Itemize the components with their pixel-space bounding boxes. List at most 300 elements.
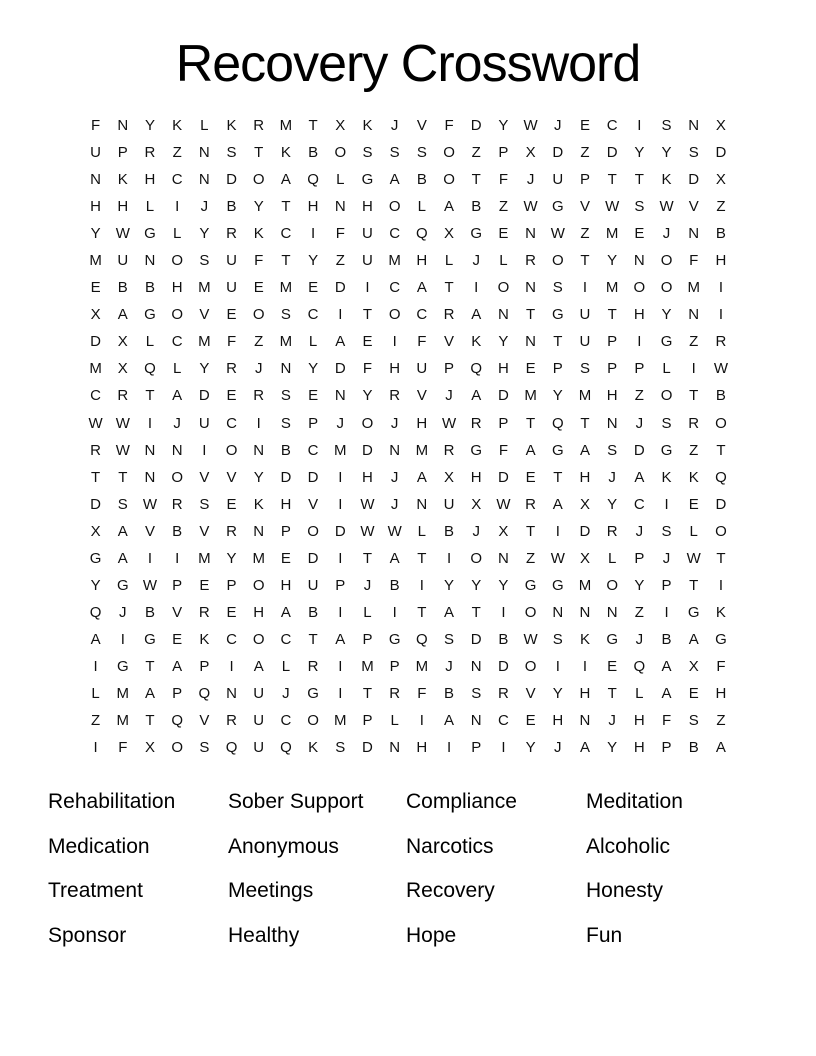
grid-cell: R	[443, 306, 455, 324]
grid-cell: I	[338, 306, 343, 324]
word-list-column	[406, 780, 586, 958]
word-item: Sober Support	[228, 790, 364, 814]
grid-cell: X	[444, 225, 455, 243]
grid-cell: G	[660, 441, 673, 459]
grid-cell: T	[145, 712, 155, 730]
grid-cell: C	[307, 306, 319, 324]
grid-cell: G	[388, 630, 401, 648]
grid-cell: I	[446, 739, 452, 757]
grid-cell: U	[253, 685, 265, 702]
grid-cell: M	[89, 252, 102, 270]
grid-cell: E	[226, 495, 237, 513]
grid-cell: H	[117, 198, 129, 216]
grid-cell: R	[90, 441, 102, 459]
grid-cell: T	[308, 630, 318, 648]
grid-cell: T	[444, 279, 454, 297]
grid-cell: F	[498, 441, 508, 459]
grid-cell: Y	[607, 739, 618, 757]
word-list	[48, 780, 756, 958]
grid-cell: I	[338, 468, 343, 486]
grid-cell: F	[444, 117, 454, 135]
grid-cell: A	[172, 387, 183, 405]
grid-cell: D	[307, 549, 319, 567]
grid-cell: D	[307, 468, 319, 486]
grid-cell: P	[498, 144, 509, 162]
grid-cell: H	[416, 252, 428, 270]
grid-cell: K	[226, 117, 237, 135]
grid-cell: Y	[199, 360, 210, 378]
grid-cell: L	[145, 333, 155, 351]
grid-cell: K	[199, 630, 210, 648]
grid-cell: H	[579, 685, 591, 702]
grid-cell: Q	[307, 171, 319, 189]
grid-cell: K	[688, 468, 699, 486]
grid-cell: T	[362, 685, 373, 702]
grid-cell: H	[389, 360, 401, 378]
grid-cell: I	[501, 603, 506, 621]
grid-cell: C	[171, 171, 183, 189]
grid-cell: T	[417, 549, 427, 567]
grid-cell: Y	[498, 333, 509, 351]
grid-cell: V	[144, 522, 155, 540]
grid-cell: J	[662, 549, 671, 567]
grid-cell: A	[688, 630, 699, 648]
grid-cell: J	[608, 712, 616, 730]
grid-cell: A	[661, 685, 672, 702]
grid-cell: J	[472, 522, 480, 540]
grid-cell: A	[117, 522, 128, 540]
grid-cell: G	[89, 549, 102, 567]
grid-cell: Y	[253, 198, 264, 216]
grid-cell: U	[362, 252, 373, 270]
grid-cell: J	[200, 198, 209, 216]
grid-cell: S	[335, 739, 346, 757]
grid-cell: N	[144, 252, 156, 270]
grid-cell: T	[607, 685, 617, 702]
grid-cell: F	[417, 333, 427, 351]
grid-cell: L	[91, 685, 100, 702]
grid-cell: Y	[90, 225, 101, 243]
word-item: Fun	[586, 923, 623, 947]
grid-cell: B	[444, 685, 455, 702]
grid-cell: A	[280, 603, 291, 621]
grid-cell: R	[198, 603, 210, 621]
grid-cell: C	[280, 630, 292, 648]
grid-cell: P	[226, 576, 237, 594]
grid-cell: I	[338, 495, 343, 513]
grid-cell: Q	[470, 360, 483, 378]
grid-cell: I	[718, 279, 723, 297]
grid-cell: X	[444, 468, 455, 486]
grid-cell: G	[687, 603, 700, 621]
grid-cell: Q	[633, 657, 646, 675]
grid-cell: G	[307, 685, 319, 702]
grid-cell: W	[360, 522, 375, 540]
grid-cell: T	[91, 468, 101, 486]
grid-cell: P	[362, 630, 373, 648]
grid-cell: C	[307, 441, 319, 459]
grid-cell: P	[607, 360, 618, 378]
grid-cell: T	[553, 333, 563, 351]
grid-cell: S	[389, 144, 400, 162]
grid-cell: P	[634, 360, 645, 378]
grid-cell: W	[523, 117, 538, 135]
grid-cell: I	[637, 117, 642, 135]
grid-cell: T	[716, 549, 726, 567]
grid-cell: D	[606, 144, 618, 162]
grid-cell: E	[226, 387, 237, 405]
grid-cell: Y	[607, 252, 618, 270]
grid-cell: Z	[526, 549, 536, 567]
grid-cell: N	[606, 414, 618, 432]
grid-cell: N	[470, 657, 482, 675]
grid-cell: U	[579, 333, 591, 351]
grid-cell: Q	[416, 630, 428, 648]
grid-cell: M	[279, 279, 293, 297]
grid-cell: D	[198, 387, 210, 405]
grid-cell: L	[200, 117, 209, 135]
grid-cell: S	[552, 630, 563, 648]
grid-cell: B	[498, 630, 509, 648]
grid-cell: G	[551, 198, 564, 216]
grid-cell: R	[226, 712, 237, 730]
grid-cell: H	[171, 279, 183, 297]
grid-cell: H	[416, 739, 428, 757]
word-list-column	[228, 780, 406, 958]
grid-cell: R	[688, 414, 700, 432]
grid-cell: R	[606, 522, 618, 540]
grid-cell: K	[661, 171, 672, 189]
grid-cell: R	[171, 495, 183, 513]
word-item: Compliance	[406, 790, 517, 814]
grid-cell: X	[579, 495, 590, 513]
grid-cell: T	[362, 549, 373, 567]
grid-cell: B	[308, 144, 319, 162]
grid-cell: Z	[335, 252, 345, 270]
grid-cell: E	[90, 279, 101, 297]
grid-cell: G	[116, 576, 129, 594]
grid-cell: H	[633, 306, 645, 324]
grid-cell: I	[637, 333, 642, 351]
grid-cell: E	[172, 630, 183, 648]
grid-cell: S	[634, 198, 645, 216]
grid-cell: O	[361, 414, 374, 432]
grid-cell: M	[415, 657, 429, 675]
grid-cell: E	[688, 495, 699, 513]
grid-cell: I	[419, 712, 424, 730]
grid-cell: T	[254, 144, 264, 162]
grid-cell: F	[661, 712, 672, 730]
grid-cell: F	[335, 225, 345, 243]
grid-cell: L	[662, 360, 671, 378]
grid-cell: N	[117, 117, 129, 135]
grid-cell: N	[171, 441, 183, 459]
grid-cell: K	[579, 630, 590, 648]
grid-cell: A	[634, 468, 645, 486]
grid-cell: I	[365, 279, 370, 297]
grid-cell: A	[444, 603, 455, 621]
grid-cell: Q	[144, 360, 156, 378]
grid-cell: N	[525, 279, 537, 297]
grid-cell: A	[144, 685, 155, 702]
grid-cell: I	[392, 603, 397, 621]
grid-cell: J	[635, 630, 644, 648]
grid-cell: Y	[498, 576, 509, 594]
grid-cell: B	[117, 279, 128, 297]
grid-cell: E	[199, 576, 210, 594]
grid-cell: G	[551, 576, 564, 594]
grid-cell: Y	[661, 144, 672, 162]
grid-cell: N	[198, 144, 210, 162]
grid-cell: W	[115, 441, 130, 459]
grid-cell: Z	[91, 712, 101, 730]
grid-cell: E	[226, 306, 237, 324]
grid-cell: A	[444, 712, 455, 730]
grid-cell: C	[226, 414, 237, 432]
word-item: Narcotics	[406, 834, 494, 858]
grid-cell: N	[334, 198, 346, 216]
grid-cell: D	[579, 522, 591, 540]
word-item: Treatment	[48, 879, 143, 903]
grid-cell: S	[280, 414, 291, 432]
grid-cell: M	[279, 333, 293, 351]
grid-cell: I	[256, 414, 261, 432]
grid-cell: S	[280, 387, 291, 405]
grid-cell: D	[688, 171, 700, 189]
grid-cell: K	[280, 144, 291, 162]
grid-cell: K	[715, 603, 726, 621]
grid-cell: N	[253, 522, 265, 540]
grid-cell: J	[390, 117, 399, 135]
grid-cell: W	[88, 414, 103, 432]
grid-cell: V	[688, 198, 699, 216]
grid-cell: L	[444, 252, 454, 270]
grid-cell: J	[635, 414, 644, 432]
grid-cell: Q	[551, 414, 564, 432]
page-title: Recovery Crossword	[175, 35, 641, 93]
grid-cell: M	[198, 279, 211, 297]
grid-cell: Z	[689, 333, 699, 351]
grid-cell: L	[172, 360, 182, 378]
grid-cell: N	[633, 252, 645, 270]
word-item: Healthy	[228, 923, 300, 947]
grid-cell: D	[362, 441, 373, 459]
grid-cell: H	[416, 414, 428, 432]
grid-cell: P	[471, 739, 482, 757]
grid-cell: H	[606, 387, 618, 405]
grid-cell: S	[688, 712, 699, 730]
grid-cell: J	[390, 495, 399, 513]
grid-cell: M	[361, 657, 374, 675]
grid-cell: H	[253, 603, 265, 621]
grid-cell: G	[660, 333, 673, 351]
grid-cell: P	[172, 685, 183, 702]
grid-cell: R	[525, 252, 537, 270]
grid-cell: P	[199, 657, 210, 675]
grid-cell: J	[608, 468, 616, 486]
grid-cell: W	[441, 414, 457, 432]
word-item: Meetings	[228, 879, 314, 903]
grid-cell: S	[117, 495, 128, 513]
grid-cell: G	[715, 630, 727, 648]
grid-cell: G	[524, 576, 537, 594]
grid-cell: C	[280, 712, 292, 730]
grid-cell: R	[497, 685, 509, 702]
word-item: Honesty	[586, 879, 664, 903]
grid-cell: J	[363, 576, 372, 594]
grid-cell: I	[202, 441, 207, 459]
grid-cell: U	[253, 739, 265, 757]
grid-cell: O	[633, 279, 646, 297]
grid-cell: V	[308, 495, 319, 513]
grid-cell: I	[338, 549, 343, 567]
grid-cell: Q	[715, 468, 727, 486]
grid-cell: M	[198, 333, 211, 351]
grid-cell: Y	[444, 576, 455, 594]
grid-cell: M	[116, 712, 130, 730]
grid-cell: P	[661, 739, 672, 757]
grid-cell: X	[525, 144, 536, 162]
grid-cell: O	[171, 306, 183, 324]
grid-cell: O	[551, 252, 564, 270]
grid-cell: H	[633, 712, 645, 730]
grid-cell: P	[335, 576, 346, 594]
grid-cell: U	[226, 279, 237, 297]
grid-cell: N	[579, 712, 591, 730]
grid-cell: M	[605, 225, 619, 243]
grid-cell: E	[308, 387, 319, 405]
grid-cell: Q	[280, 739, 292, 757]
grid-cell: O	[443, 171, 455, 189]
grid-cell: S	[362, 144, 373, 162]
grid-cell: E	[525, 468, 536, 486]
grid-cell: P	[280, 522, 291, 540]
grid-cell: C	[90, 387, 102, 405]
grid-cell: A	[552, 495, 563, 513]
grid-cell: I	[229, 657, 234, 675]
grid-cell: L	[172, 225, 182, 243]
grid-cell: Y	[308, 252, 319, 270]
grid-cell: W	[360, 495, 375, 513]
grid-cell: K	[172, 117, 183, 135]
grid-cell: R	[470, 414, 482, 432]
grid-cell: C	[633, 495, 645, 513]
grid-cell: D	[226, 171, 237, 189]
grid-cell: S	[199, 739, 210, 757]
grid-cell: P	[498, 414, 509, 432]
grid-cell: S	[688, 144, 699, 162]
grid-cell: I	[175, 549, 180, 567]
grid-cell: Z	[634, 603, 644, 621]
grid-cell: N	[688, 117, 700, 135]
grid-cell: F	[689, 252, 699, 270]
grid-cell: P	[172, 576, 183, 594]
grid-cell: L	[308, 333, 318, 351]
grid-cell: V	[172, 603, 183, 621]
grid-cell: J	[390, 414, 399, 432]
grid-cell: P	[607, 333, 618, 351]
grid-cell: R	[253, 387, 265, 405]
grid-cell: U	[307, 576, 319, 594]
grid-cell: L	[390, 712, 399, 730]
grid-cell: S	[607, 441, 618, 459]
grid-cell: L	[417, 522, 427, 540]
letter-grid	[82, 112, 735, 761]
grid-cell: W	[496, 495, 511, 513]
grid-cell: W	[142, 576, 158, 594]
grid-cell: I	[338, 603, 343, 621]
grid-cell: S	[444, 630, 455, 648]
grid-cell: N	[497, 549, 509, 567]
grid-cell: B	[715, 225, 726, 243]
grid-cell: P	[661, 576, 672, 594]
grid-cell: Z	[471, 144, 481, 162]
grid-cell: Y	[634, 144, 645, 162]
grid-cell: U	[253, 712, 265, 730]
grid-cell: N	[525, 333, 537, 351]
grid-cell: S	[579, 360, 590, 378]
word-item: Rehabilitation	[48, 790, 176, 814]
grid-cell: E	[253, 279, 264, 297]
grid-cell: Y	[552, 685, 563, 702]
grid-cell: T	[553, 468, 563, 486]
grid-cell: X	[144, 739, 155, 757]
word-item: Alcoholic	[586, 834, 671, 858]
grid-cell: M	[687, 279, 700, 297]
grid-cell: E	[525, 360, 536, 378]
grid-cell: E	[607, 657, 618, 675]
grid-cell: D	[334, 360, 346, 378]
grid-cell: H	[307, 198, 319, 216]
grid-cell: D	[470, 630, 482, 648]
grid-cell: L	[363, 603, 372, 621]
grid-cell: O	[715, 414, 727, 432]
grid-cell: U	[552, 171, 564, 189]
grid-cell: M	[334, 712, 347, 730]
grid-cell: B	[144, 279, 155, 297]
grid-cell: N	[497, 306, 509, 324]
grid-cell: Z	[580, 144, 590, 162]
grid-cell: S	[552, 279, 563, 297]
grid-cell: X	[579, 549, 590, 567]
grid-cell: G	[144, 225, 156, 243]
grid-cell: E	[525, 712, 536, 730]
grid-cell: Z	[172, 144, 182, 162]
grid-cell: W	[523, 630, 538, 648]
grid-cell: T	[281, 198, 291, 216]
grid-cell: B	[416, 171, 427, 189]
grid-cell: W	[142, 495, 158, 513]
grid-cell: G	[606, 630, 618, 648]
grid-cell: W	[115, 225, 130, 243]
grid-cell: S	[661, 414, 672, 432]
grid-cell: I	[582, 657, 588, 675]
grid-cell: I	[446, 549, 452, 567]
grid-cell: O	[606, 576, 618, 594]
grid-cell: O	[524, 657, 537, 675]
grid-cell: Q	[225, 739, 238, 757]
grid-cell: T	[417, 603, 427, 621]
grid-cell: X	[471, 495, 482, 513]
grid-cell: I	[93, 739, 98, 757]
grid-cell: H	[90, 198, 102, 216]
grid-cell: E	[308, 279, 319, 297]
grid-cell: Z	[716, 712, 726, 730]
grid-cell: H	[552, 712, 564, 730]
grid-cell: O	[470, 549, 483, 567]
grid-cell: N	[226, 685, 237, 702]
grid-cell: T	[526, 522, 536, 540]
